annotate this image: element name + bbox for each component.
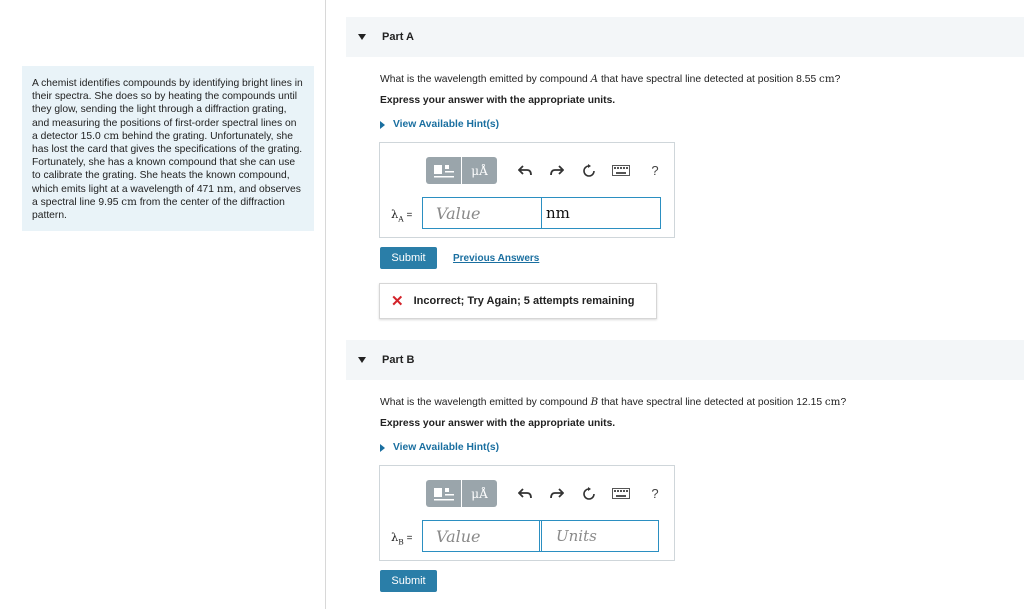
question-unit: cm [824, 396, 841, 408]
collapse-triangle-icon [358, 34, 366, 40]
part-b-header[interactable] [346, 340, 1024, 380]
help-icon[interactable]: ? [651, 486, 659, 501]
equals-sign: = [403, 533, 413, 544]
question-text: What is the wavelength emitted by compound [380, 397, 591, 408]
part-a-question [380, 73, 840, 85]
part-a-submit-button[interactable]: Submit [380, 247, 437, 269]
problem-pane [0, 0, 326, 609]
part-a-header[interactable] [346, 17, 1024, 57]
expand-triangle-icon [380, 444, 385, 452]
templates-button[interactable] [426, 157, 461, 184]
part-a-variable-label [391, 207, 412, 223]
question-text: that have spectral line detected at position 12.15 [598, 397, 825, 408]
part-b-question [380, 396, 846, 408]
question-var: B [590, 396, 599, 408]
reset-icon[interactable] [579, 161, 599, 181]
feedback-text: Incorrect; Try Again; 5 attempts remaining [413, 295, 635, 307]
part-b-instruction: Express your answer with the appropriate units. [380, 418, 616, 429]
part-b-answer-box [379, 465, 675, 561]
question-text: ? [840, 397, 847, 408]
part-b-submit-button[interactable]: Submit [380, 570, 437, 592]
equals-sign: = [403, 210, 413, 221]
part-a-answer-box [379, 142, 675, 238]
problem-statement [22, 66, 314, 231]
question-var: A [590, 73, 599, 85]
toolbar-button-group [426, 480, 497, 507]
keyboard-icon[interactable] [611, 161, 631, 181]
undo-icon[interactable] [515, 161, 535, 181]
keyboard-icon[interactable] [611, 484, 631, 504]
part-b-units-input[interactable]: Units [539, 520, 659, 552]
hint-label: View Available Hint(s) [393, 442, 500, 453]
redo-icon[interactable] [547, 484, 567, 504]
previous-answers-link[interactable]: Previous Answers [453, 253, 540, 264]
part-a-value-input[interactable]: Value [422, 197, 542, 229]
units-button[interactable]: μÅ [462, 480, 497, 507]
problem-text: , and observes a spectral line 9.95 [32, 183, 301, 208]
part-b-title: Part B [382, 354, 415, 366]
part-a-hint-toggle[interactable] [380, 119, 499, 130]
question-text: that have spectral line detected at position 8.55 [598, 74, 820, 85]
lambda-symbol: λ [391, 207, 399, 221]
question-unit: cm [819, 73, 835, 85]
collapse-triangle-icon [358, 357, 366, 363]
question-text: What is the wavelength emitted by compound [380, 74, 591, 85]
part-b-variable-label [391, 530, 412, 546]
problem-text: A chemist identifies compounds by identifying bright lines in their spectra. She does so by heating the compounds until they glow, sending the light through a diffraction grating, and measuring the positions of first-order spectral lines on a detector 15.0 [32, 78, 303, 142]
redo-icon[interactable] [547, 161, 567, 181]
part-b-hint-toggle[interactable] [380, 442, 499, 453]
problem-text: from the center of the diffraction pattern. [32, 196, 285, 222]
templates-icon [433, 486, 455, 502]
part-a-units-input[interactable]: nm [541, 197, 661, 229]
expand-triangle-icon [380, 121, 385, 129]
part-a-feedback [379, 283, 657, 319]
math-toolbar [426, 157, 665, 184]
hint-label: View Available Hint(s) [393, 119, 500, 130]
math-toolbar [426, 480, 665, 507]
incorrect-x-icon: ✕ [391, 293, 404, 310]
part-a-instruction: Express your answer with the appropriate units. [380, 95, 616, 106]
reset-icon[interactable] [579, 484, 599, 504]
variable-subscript: A [398, 214, 404, 224]
problem-unit: cm [103, 129, 120, 142]
undo-icon[interactable] [515, 484, 535, 504]
templates-icon [433, 163, 455, 179]
templates-button[interactable] [426, 480, 461, 507]
part-b-value-input[interactable]: Value [422, 520, 542, 552]
problem-unit: cm [121, 195, 137, 208]
variable-subscript: B [398, 537, 404, 547]
lambda-symbol: λ [391, 530, 399, 544]
help-icon[interactable]: ? [651, 163, 659, 178]
question-text: ? [834, 74, 841, 85]
part-a-title: Part A [382, 31, 414, 43]
toolbar-button-group [426, 157, 497, 184]
problem-unit: nm [216, 182, 234, 195]
units-button[interactable]: μÅ [462, 157, 497, 184]
problem-text: behind the grating. Unfortunately, she has lost the card that gives the specifications of the grating. Fortunately, she has a known compound that she can use to calibrate the grating. She heats the known compound, which emits light at a wavelength of 471 [32, 130, 303, 195]
